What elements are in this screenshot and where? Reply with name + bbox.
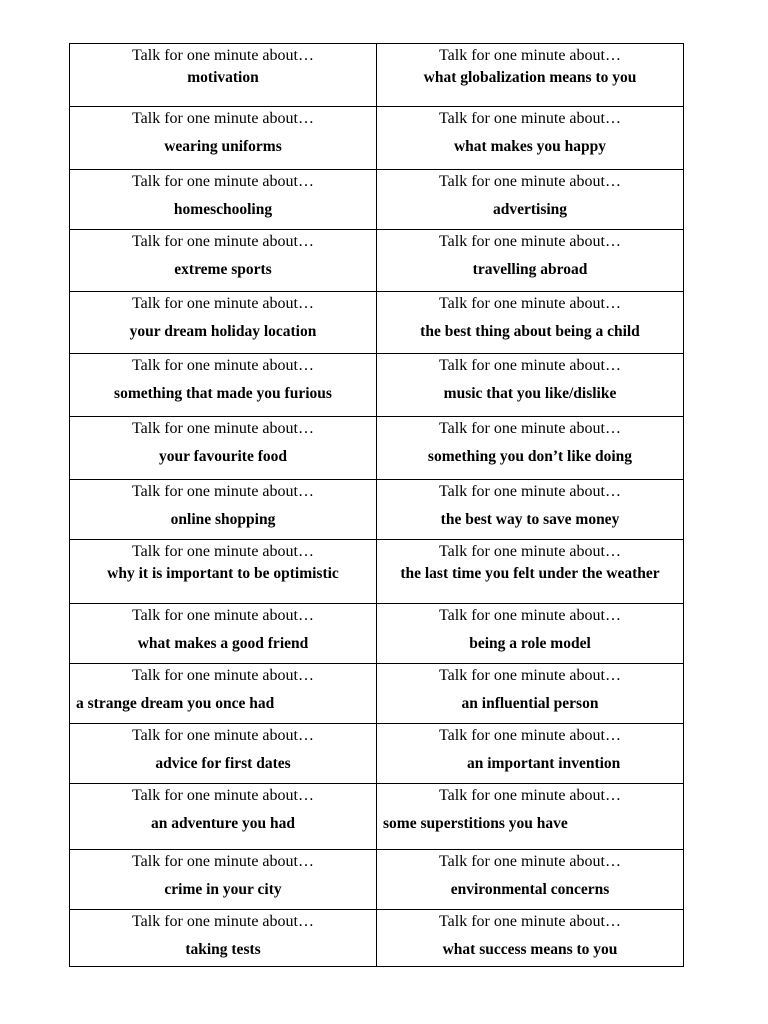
table-row [70, 604, 684, 664]
topic-card [70, 604, 377, 664]
topic-card [70, 664, 377, 724]
card-topic: what makes a good friend [137, 635, 309, 652]
topic-card [70, 292, 377, 354]
card-topic: online shopping [170, 511, 276, 528]
topic-card [377, 480, 684, 540]
topic-card [377, 230, 684, 292]
card-prompt: Talk for one minute about… [132, 233, 314, 250]
card-topic: why it is important to be optimistic [107, 565, 339, 582]
card-prompt: Talk for one minute about… [439, 853, 621, 870]
topic-card [70, 170, 377, 230]
card-prompt: Talk for one minute about… [132, 913, 314, 930]
topic-card [377, 604, 684, 664]
table-row [70, 910, 684, 967]
topic-cards-table [69, 43, 684, 967]
card-prompt: Talk for one minute about… [132, 483, 314, 500]
topic-card [377, 664, 684, 724]
card-topic: your favourite food [158, 448, 287, 465]
topic-card [70, 417, 377, 480]
card-prompt: Talk for one minute about… [132, 110, 314, 127]
table-row [70, 354, 684, 417]
card-topic: your dream holiday location [129, 323, 317, 340]
card-prompt: Talk for one minute about… [439, 727, 621, 744]
card-topic: the best thing about being a child [420, 323, 640, 340]
card-prompt: Talk for one minute about… [132, 357, 314, 374]
card-prompt: Talk for one minute about… [439, 913, 621, 930]
table-row [70, 850, 684, 910]
card-topic: the best way to save money [440, 511, 620, 528]
topic-card [377, 850, 684, 910]
topic-card [70, 850, 377, 910]
card-topic: wearing uniforms [164, 138, 282, 155]
card-topic: what globalization means to you [423, 69, 637, 86]
topic-card [70, 230, 377, 292]
table-row [70, 724, 684, 784]
card-prompt: Talk for one minute about… [439, 357, 621, 374]
topic-card [377, 417, 684, 480]
card-prompt: Talk for one minute about… [439, 543, 621, 560]
topic-card [377, 44, 684, 107]
topic-card [70, 480, 377, 540]
card-topic: advice for first dates [155, 755, 291, 772]
topic-card [377, 540, 684, 604]
card-prompt: Talk for one minute about… [439, 420, 621, 437]
card-prompt: Talk for one minute about… [132, 295, 314, 312]
card-topic: taking tests [185, 941, 261, 958]
topic-card [70, 724, 377, 784]
topic-card [377, 107, 684, 170]
card-topic: crime in your city [164, 881, 282, 898]
table-row [70, 480, 684, 540]
card-prompt: Talk for one minute about… [439, 607, 621, 624]
card-prompt: Talk for one minute about… [439, 667, 621, 684]
card-topic: being a role model [469, 635, 591, 652]
card-topic: music that you like/dislike [443, 385, 617, 402]
card-topic: motivation [187, 69, 259, 86]
card-prompt: Talk for one minute about… [439, 483, 621, 500]
card-prompt: Talk for one minute about… [132, 787, 314, 804]
table-row [70, 107, 684, 170]
table-row [70, 540, 684, 604]
topic-card [70, 354, 377, 417]
card-prompt: Talk for one minute about… [132, 853, 314, 870]
card-prompt: Talk for one minute about… [439, 233, 621, 250]
card-topic: what success means to you [442, 941, 618, 958]
topic-card [70, 107, 377, 170]
card-prompt: Talk for one minute about… [132, 173, 314, 190]
card-topic: an adventure you had [151, 815, 295, 832]
topic-card [377, 354, 684, 417]
card-prompt: Talk for one minute about… [132, 607, 314, 624]
card-prompt: Talk for one minute about… [132, 667, 314, 684]
table-row [70, 170, 684, 230]
topic-card [377, 910, 684, 967]
table-row [70, 230, 684, 292]
table-row [70, 44, 684, 107]
table-row [70, 784, 684, 850]
topic-card [70, 784, 377, 850]
topic-card [377, 784, 684, 850]
card-topic: homeschooling [173, 201, 273, 218]
card-prompt: Talk for one minute about… [132, 47, 314, 64]
card-prompt: Talk for one minute about… [132, 543, 314, 560]
card-topic: advertising [492, 201, 568, 218]
card-prompt: Talk for one minute about… [439, 47, 621, 64]
card-topic: something you don’t like doing [427, 448, 633, 465]
card-topic: the last time you felt under the weather [400, 565, 660, 582]
card-topic: an important invention [467, 755, 621, 772]
card-topic: travelling abroad [472, 261, 588, 278]
topic-card [70, 540, 377, 604]
topic-card [377, 724, 684, 784]
card-prompt: Talk for one minute about… [439, 173, 621, 190]
card-prompt: Talk for one minute about… [132, 420, 314, 437]
topic-card [70, 910, 377, 967]
card-topic: environmental concerns [450, 881, 610, 898]
topic-card [377, 292, 684, 354]
table-row [70, 664, 684, 724]
table-row [70, 417, 684, 480]
card-topic: a strange dream you once had [76, 695, 275, 712]
topic-card [377, 170, 684, 230]
card-topic: some superstitions you have [383, 815, 568, 832]
card-topic: extreme sports [174, 261, 272, 278]
card-topic: something that made you furious [114, 385, 332, 402]
card-prompt: Talk for one minute about… [439, 295, 621, 312]
card-prompt: Talk for one minute about… [439, 787, 621, 804]
card-prompt: Talk for one minute about… [132, 727, 314, 744]
card-prompt: Talk for one minute about… [439, 110, 621, 127]
card-topic: an influential person [461, 695, 599, 712]
topic-card [70, 44, 377, 107]
table-row [70, 292, 684, 354]
card-topic: what makes you happy [453, 138, 607, 155]
